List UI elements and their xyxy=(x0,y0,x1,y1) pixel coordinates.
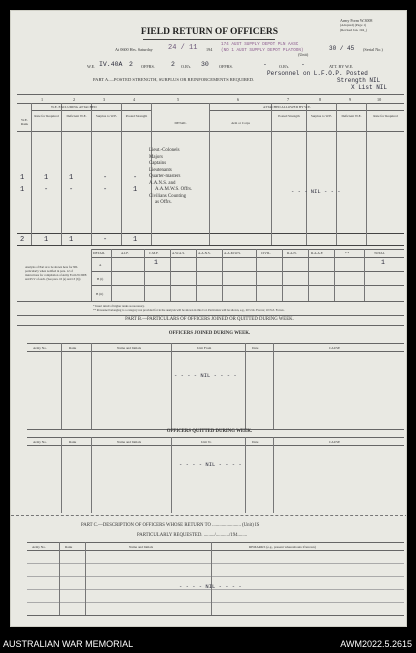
quitted-nil: - - - - NIL - - - - xyxy=(179,461,242,468)
header-att-surplus: Surplus to W.E. xyxy=(310,114,333,118)
analysis-total-value: 1 xyxy=(381,259,385,266)
analysis-row-b1: B (i) xyxy=(97,277,104,281)
header-surplus: Surplus to W.E. xyxy=(95,114,118,118)
analysis-col-aamws: A.A.M.W.S. xyxy=(224,251,241,255)
header-posted-strength: Posted Strength xyxy=(125,114,148,118)
header-detail: DETAIL xyxy=(174,121,187,125)
at-line-label: At 0600 Hrs. Saturday xyxy=(115,47,153,52)
part-c-col-rank: Rank xyxy=(65,545,73,549)
header-we-rank: W.E. Rank xyxy=(20,118,29,126)
analysis-cmf-value: 1 xyxy=(154,259,158,266)
title-underline xyxy=(143,39,275,40)
part-a-title: PART A.—POSTED STRENGTH, SURPLUS OR REINFORCEMENTS REQUIRED. xyxy=(93,77,255,82)
analysis-col-cmf: C.M.F. xyxy=(149,251,159,255)
joined-col-name: Name and Initials xyxy=(117,346,142,350)
col-number-5: 5 xyxy=(177,97,180,102)
att-label: ATT. BY W.E. xyxy=(329,64,354,69)
analysis-col-aans: A.A.N.S. xyxy=(198,251,211,255)
unit-stamp-line-1: 174 AUST SUPPLY DEPOT PLN AASC xyxy=(221,42,299,47)
rank-list xyxy=(149,148,192,207)
joined-col-cause: CAUSE xyxy=(329,346,341,350)
group-header-attached: ATTACHED ALLOWED BY W.E. xyxy=(263,105,311,109)
part-c-col-remarks: REMARKS (e.g., present whereabouts if known) xyxy=(249,545,316,549)
joined-col-army-no: Army No. xyxy=(33,346,47,350)
header-rate-required: Rate for Required xyxy=(34,114,59,118)
form-note-2: (Revised Jan. 194_) xyxy=(340,28,368,32)
attached-nil: - - - NIL - - - xyxy=(291,188,341,195)
analysis-col-awas: A.W.A.S. xyxy=(172,251,186,255)
unit-stamp-line-2: (NO 1 AUST SUPPLY DEPOT PLATOON) xyxy=(221,48,304,53)
return-date: 24 / 11 xyxy=(168,44,198,52)
rank-item: Lieut.-Colonels xyxy=(149,148,180,153)
total-posted: 1 xyxy=(133,236,138,244)
quitted-col-cause: CAUSE xyxy=(329,440,341,444)
quitted-col-name: Name and Initials xyxy=(117,440,142,444)
form-sheet xyxy=(10,10,407,627)
row1-posted: - xyxy=(133,174,138,182)
group-header-excluding: W.E. EXCLUDING ATTACHED xyxy=(51,105,97,109)
col-number-9: 9 xyxy=(349,97,352,102)
quitted-col-army-no: Army No. xyxy=(33,440,47,444)
part-b-title: PART B.—PARTICULARS OF OFFICERS JOINED OR QUITTED DURING WEEK. xyxy=(125,317,294,322)
part-c-title-2: PARTICULARLY REQUESTED. ........./.........../194........ xyxy=(137,533,248,538)
ors-value: 30 xyxy=(201,61,209,68)
analysis-col-ran: R.A.N. xyxy=(287,251,297,255)
rank-item: Civilians Counting xyxy=(149,193,187,199)
row2-surplus: - xyxy=(103,186,108,194)
footer-institution: AUSTRALIAN WAR MEMORIAL xyxy=(3,639,134,649)
row1-surplus: - xyxy=(103,174,108,182)
analysis-col-other: * * xyxy=(345,251,350,255)
ors-label: O.R's. xyxy=(181,64,192,69)
quitted-col-unit-to: Unit To xyxy=(201,440,212,444)
row1-we-rank: 1 xyxy=(20,174,25,182)
typed-line-3: X List NIL xyxy=(351,84,388,91)
unit-label: (Unit) xyxy=(298,52,309,57)
perforation-line xyxy=(11,515,407,516)
joined-col-date: Date xyxy=(252,346,259,350)
serial-label: (Serial No.) xyxy=(363,47,383,52)
quitted-col-date: Date xyxy=(252,440,259,444)
quitted-col-rank: Rank xyxy=(69,440,77,444)
part-c-col-army-no: Army No. xyxy=(32,545,46,549)
analysis-row-a: A xyxy=(99,263,102,267)
rank-item: A.A.N.S. and xyxy=(149,180,176,186)
col-number-6: 6 xyxy=(237,97,240,102)
year-label: 194 xyxy=(206,47,213,52)
total-rate-required: 1 xyxy=(44,236,49,244)
typed-line-1: Personnel on L.F.O.P. Posted xyxy=(267,70,368,77)
part-c-col-name: Name and Initials xyxy=(129,545,154,549)
serial-number: 30 / 45 xyxy=(329,45,355,52)
col-number-7: 7 xyxy=(287,97,290,102)
col-number-10: 10 xyxy=(377,97,382,102)
analysis-col-total: TOTAL xyxy=(374,251,385,255)
row2-posted: 1 xyxy=(133,186,138,194)
header-att-posted: Posted Strength xyxy=(278,114,300,118)
footnote-1: * Insert detail of higher ranks as necessary. xyxy=(93,304,145,308)
analysis-col-raaf: R.A.A.F. xyxy=(311,251,324,255)
rank-item: Lieutenants xyxy=(149,167,172,173)
part-c-nil: - - - - NIL - - - - xyxy=(179,583,242,590)
header-att-rate: Rate for Required xyxy=(373,114,398,118)
total-surplus: - xyxy=(103,236,108,244)
army-form-label: Army Form W.3008 xyxy=(340,18,373,23)
joined-title: OFFICERS JOINED DURING WEEK. xyxy=(168,331,251,336)
offrs-value: 2 xyxy=(171,61,175,68)
form-title: FIELD RETURN OF OFFICERS xyxy=(140,27,279,37)
col-number-3: 3 xyxy=(103,97,106,102)
typed-line-2: Strength NIL xyxy=(337,77,381,84)
rank-item: Majors xyxy=(149,154,163,160)
analysis-col-aif: A.I.F. xyxy=(121,251,129,255)
row2-we-rank: 1 xyxy=(20,186,25,194)
offrs-label: OFFRS. xyxy=(141,64,155,69)
row1-deficient: 1 xyxy=(69,174,74,182)
we-label: W.E. xyxy=(87,64,96,69)
quitted-title: OFFICERS QUITTED DURING WEEK. xyxy=(166,429,253,434)
joined-col-unit-from: Unit From xyxy=(197,346,212,350)
header-deficient: Deficient W.E. xyxy=(66,114,87,118)
analysis-col-civil: CIVIL. xyxy=(261,251,271,255)
joined-col-rank: Rank xyxy=(69,346,77,350)
joined-nil: - - - - NIL - - - - xyxy=(174,372,237,379)
rank-item: Captains xyxy=(149,161,167,166)
rank-item: Quarter-masters xyxy=(149,174,181,179)
analysis-col-detail: DETAIL xyxy=(93,251,105,255)
col-number-8: 8 xyxy=(319,97,322,102)
offrs2-label: OFFRS. xyxy=(219,64,233,69)
row1-rate-required: 1 xyxy=(44,174,49,182)
analysis-row-b2: B (ii) xyxy=(96,292,104,296)
form-note-1: (Adopted) (Page 1) xyxy=(340,23,367,27)
col-number-2: 2 xyxy=(73,97,76,102)
we-count: 2 xyxy=(129,61,133,68)
rank-item: A.A.M.W.S. Offrs. xyxy=(155,187,193,192)
part-c-title-1: PART C.—DESCRIPTION OF OFFICERS WHOSE RETURN TO ........................ (Unit) IS xyxy=(81,523,260,528)
total-we-rank: 2 xyxy=(20,236,25,244)
row2-rate-required: - xyxy=(44,186,49,194)
header-arm-corps: Arm or Corps xyxy=(231,121,250,125)
offrs2-value: - xyxy=(263,61,267,68)
footer-accession-number: AWM2022.5.2615 xyxy=(340,639,412,649)
rank-item: as Offrs. xyxy=(155,200,172,205)
ors2-label: O.R's. xyxy=(279,64,290,69)
col-number-4: 4 xyxy=(133,97,136,102)
we-value: IV.40A xyxy=(99,61,123,68)
row2-deficient: - xyxy=(69,186,74,194)
total-deficient: 1 xyxy=(69,236,74,244)
ors2-value: - xyxy=(301,61,305,68)
footnote-2: ** Personnel belonging to a category not provided for in the analysis will be shown in this Col. Particulars will be shown, e.g., 20 U.K. Forces; 10 N.Z. Forces. xyxy=(93,308,285,312)
analysis-note: Analysis of Part A to be shown here for NIL particularly when notified in para. 12 of instructions for compilation of Army Form W.3008 and Pt.V of each. (See para. 10 (a) and 13 (b)) xyxy=(25,265,87,281)
archive-footer xyxy=(0,636,416,653)
col-number-1: 1 xyxy=(41,97,44,102)
header-att-deficient: Deficient W.E. xyxy=(341,114,362,118)
